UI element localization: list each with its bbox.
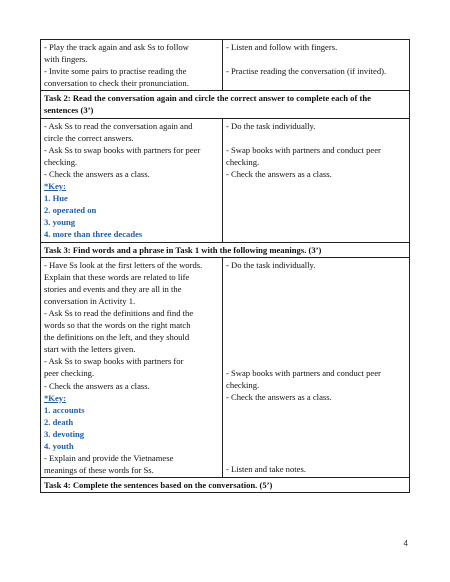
text-line: with fingers. bbox=[44, 54, 88, 65]
key-answer: 2. death bbox=[44, 416, 74, 427]
text-line: - Check the answers as a class. bbox=[44, 168, 150, 179]
text-line: - Practise reading the conversation (if invited). bbox=[226, 66, 387, 77]
text-line: - Explain and provide the Vietnamese bbox=[44, 453, 174, 464]
text-line: - Ask Ss to read the conversation again and bbox=[44, 120, 193, 131]
table-row bbox=[41, 118, 410, 242]
text-line: checking. bbox=[226, 379, 260, 390]
key-answer: 2. operated on bbox=[44, 205, 97, 216]
text-line: peer checking. bbox=[44, 368, 95, 379]
text-line: words so that the words on the right match bbox=[44, 320, 191, 331]
text-line: - Invite some pairs to practise reading the bbox=[44, 66, 187, 77]
text-line: checking. bbox=[44, 156, 78, 167]
teacher-activities-cell bbox=[41, 118, 223, 242]
task2-heading-line: Task 2: Read the conversation again and circle the correct answer to complete each of the bbox=[44, 93, 371, 104]
key-answer: 3. devoting bbox=[44, 428, 85, 439]
table-row bbox=[41, 40, 410, 91]
text-line: stories and events and they are all in the bbox=[44, 283, 182, 294]
text-line: - Listen and follow with fingers. bbox=[226, 42, 338, 52]
student-activities-cell bbox=[223, 257, 410, 478]
text-line: - Play the track again and ask Ss to follow bbox=[44, 42, 189, 52]
key-label bbox=[44, 392, 219, 404]
key-label bbox=[44, 180, 219, 192]
text-line: - Check the answers as a class. bbox=[44, 380, 150, 391]
text-line: - Have Ss look at the first letters of the words. bbox=[44, 259, 203, 270]
key-answer: 1. accounts bbox=[44, 404, 85, 415]
task-heading: Task 3: Find words and a phrase in Task 1 with the following meanings. (3’) bbox=[41, 242, 410, 257]
text-line: - Listen and take notes. bbox=[226, 463, 306, 474]
text-line: - Check the answers as a class. bbox=[226, 168, 332, 179]
text-line: - Swap books with partners and conduct peer bbox=[226, 144, 381, 155]
key-answer: 4. youth bbox=[44, 441, 74, 451]
text-line: - Check the answers as a class. bbox=[226, 391, 332, 402]
text-line: - Do the task individually. bbox=[226, 259, 316, 270]
table-row bbox=[41, 91, 410, 118]
spacer bbox=[226, 271, 406, 367]
text-line: - Ask Ss to read the definitions and find the bbox=[44, 307, 194, 318]
text-line: conversation to check their pronunciation. bbox=[44, 78, 189, 89]
text-line: conversation in Activity 1. bbox=[44, 295, 136, 306]
key-label-text: *Key: bbox=[44, 181, 66, 192]
text-line: - Swap books with partners and conduct peer bbox=[226, 367, 381, 378]
key-label-text: *Key: bbox=[44, 392, 66, 403]
teacher-activities-cell bbox=[41, 257, 223, 478]
table-row bbox=[41, 478, 410, 493]
page-number: 4 bbox=[403, 539, 408, 548]
teacher-activities-cell bbox=[41, 40, 223, 91]
text-line: the definitions on the left, and they should bbox=[44, 332, 190, 343]
spacer bbox=[226, 132, 406, 144]
text-line: circle the correct answers. bbox=[44, 132, 134, 143]
task-heading: Task 4: Complete the sentences based on the conversation. (5’) bbox=[41, 478, 410, 493]
student-activities-cell bbox=[223, 118, 410, 242]
text-line: - Do the task individually. bbox=[226, 120, 316, 131]
task2-heading-line: sentences (3’) bbox=[44, 105, 94, 116]
student-activities-cell bbox=[223, 40, 410, 91]
text-line: start with the letters given. bbox=[44, 344, 136, 355]
spacer bbox=[226, 53, 406, 65]
lesson-plan-table bbox=[40, 39, 410, 493]
key-answer: 3. young bbox=[44, 217, 76, 228]
text-line: - Ask Ss to swap books with partners for peer bbox=[44, 144, 201, 155]
text-line: checking. bbox=[226, 156, 260, 167]
key-answer: 4. more than three decades bbox=[44, 229, 143, 240]
table-row bbox=[41, 257, 410, 478]
task-heading bbox=[41, 91, 410, 118]
text-line: meanings of these words for Ss. bbox=[44, 465, 154, 476]
spacer bbox=[226, 403, 406, 463]
key-answer: 1. Hue bbox=[44, 193, 68, 204]
text-line: Explain that these words are related to life bbox=[44, 271, 190, 282]
table-row bbox=[41, 242, 410, 257]
text-line: - Ask Ss to swap books with partners for bbox=[44, 356, 184, 367]
